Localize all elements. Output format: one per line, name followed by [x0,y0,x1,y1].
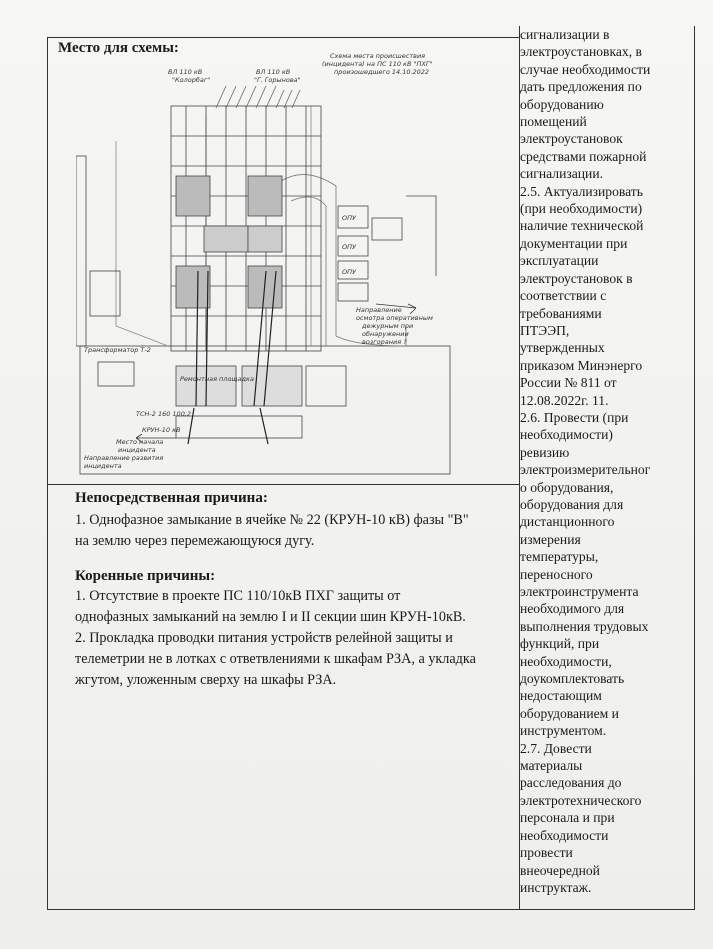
measure-line: России № 811 от [520,375,617,391]
measure-line: электроустановок [520,131,623,147]
measure-line: необходимости, [520,653,612,669]
measure-line: электроизмерительног [520,462,651,478]
measure-line: ПТЭЭП, [520,322,570,338]
measure-line: доукомплектовать [520,671,625,687]
opu-label-1: ОПУ [342,214,356,222]
measure-line: 2.7. Довести [520,740,592,756]
duty-route-5: возгорания ? [362,338,407,346]
measure-line: переносного [520,566,593,582]
measure-line: дать предложения по [520,79,642,95]
vl1-label-1: ВЛ 110 кВ [168,68,203,76]
measure-line: функций, при [520,636,600,652]
measure-line: сигнализации. [520,166,603,182]
vl2-label-1: ВЛ 110 кВ [256,68,291,76]
table-left-border [47,37,48,910]
incident-scheme-diagram [76,46,516,476]
measure-line: случае необходимости [520,61,651,77]
measure-line: требованиями [520,305,602,321]
measure-line: электроинструмента [520,584,639,599]
measure-line: измерения [520,531,581,547]
root-paragraph [75,586,515,691]
measure-line: дистанционного [520,514,615,530]
scheme-title-1: Схема места происшествия [330,52,426,60]
measure-line: о оборудования, [520,479,614,495]
measure-line: 2.6. Провести (при [520,409,629,425]
scheme-heading: Место для схемы: [58,40,179,56]
vl1-label-2: "Колорбаг" [172,76,211,84]
repair-area-label: Ремонтная площадка [180,375,254,383]
table-bottom-border [47,909,695,910]
row-divider [47,484,519,485]
vl2-label-2: "Г. Горынова" [254,76,301,84]
start-place-1: Место начала [116,438,164,446]
measure-line: эксплуатации [520,253,599,269]
measure-line: оборудованию [520,96,604,112]
cause-paragraph [75,510,515,552]
measure-line: электроустановок в [520,270,633,286]
measure-line: наличие технической [520,218,644,234]
measure-line: электротехнического [520,792,642,808]
tsn-label: ТСН-2 160 100,2 [136,410,192,418]
measure-line: провести [520,845,573,861]
root-line-5: жгутом, уложенным сверху на шкафы РЗА. [75,672,337,688]
start-place-2: инцидента [118,446,156,454]
cause-line-1: 1. Однофазное замыкание в ячейке № 22 (КРУН-10 кВ) фазы "В" [75,512,469,528]
scheme-title-2: (инцидента) на ПС 110 кВ "ПХГ" [322,60,433,68]
measure-line: средствами пожарной [520,148,647,164]
measure-line: оборудования для [520,496,624,512]
duty-route-2: осмотра оперативным [356,314,433,322]
measure-line: выполнения трудовых [520,618,649,634]
measure-line: необходимости) [520,427,613,443]
measure-line: температуры, [520,549,599,565]
measure-line: необходимого для [520,601,625,617]
measures-column [520,26,688,896]
measure-line: помещений [520,114,587,130]
transformer-label: Трансформатор Т-2 [84,346,151,354]
measure-line: 2.5. Актуализировать [520,183,643,199]
scheme-title-3: произошедшего 14.10.2022 [334,68,430,76]
measure-line: документации при [520,235,628,251]
measure-line: инструктаж. [520,879,592,895]
root-heading: Коренные причины: [75,568,216,584]
measure-line: утвержденных [520,340,605,356]
root-line-4: телеметрии не в лотках с ответвлениями к шкафам РЗА, а укладка [75,651,476,667]
cause-heading: Непосредственная причина: [75,490,268,506]
opu-label-3: ОПУ [342,268,356,276]
direction-2: инцидента [84,462,122,470]
measure-line: внеочередной [520,862,600,878]
root-line-1: 1. Отсутствие в проекте ПС 110/10кВ ПХГ защиты от [75,588,401,604]
cause-line-2: на землю через перемежающуюся дугу. [75,533,315,549]
measure-line: сигнализации в [520,27,610,42]
measure-line: оборудованием и [520,705,619,721]
table-top-border [47,37,519,38]
measure-line: необходимости [520,827,609,843]
measure-line: приказом Минэнерго [520,357,643,373]
measure-line: соответствии с [520,288,607,304]
duty-route-4: обнаружении [362,330,409,338]
measure-line: материалы [520,758,583,774]
measure-line: электроустановках, в [520,44,642,60]
measure-line: ревизию [520,444,570,460]
root-line-3: 2. Прокладка проводки питания устройств релейной защиты и [75,630,453,646]
measure-line: персонала и при [520,810,615,826]
measure-line: (при необходимости) [520,201,643,217]
opu-label-2: ОПУ [342,243,356,251]
measure-line: недостающим [520,688,602,704]
duty-route-3: дежурным при [362,322,414,330]
measure-line: 12.08.2022г. 11. [520,392,609,408]
duty-route-1: Направление [356,306,402,314]
root-line-2: однофазных замыканий на землю I и II секции шин КРУН-10кВ. [75,609,466,625]
table-right-border [694,26,695,910]
measure-line: расследования до [520,775,622,791]
krun-label: КРУН-10 кВ [142,426,181,434]
direction-1: Направление развития [84,454,164,462]
measure-line: инструментом. [520,723,607,739]
